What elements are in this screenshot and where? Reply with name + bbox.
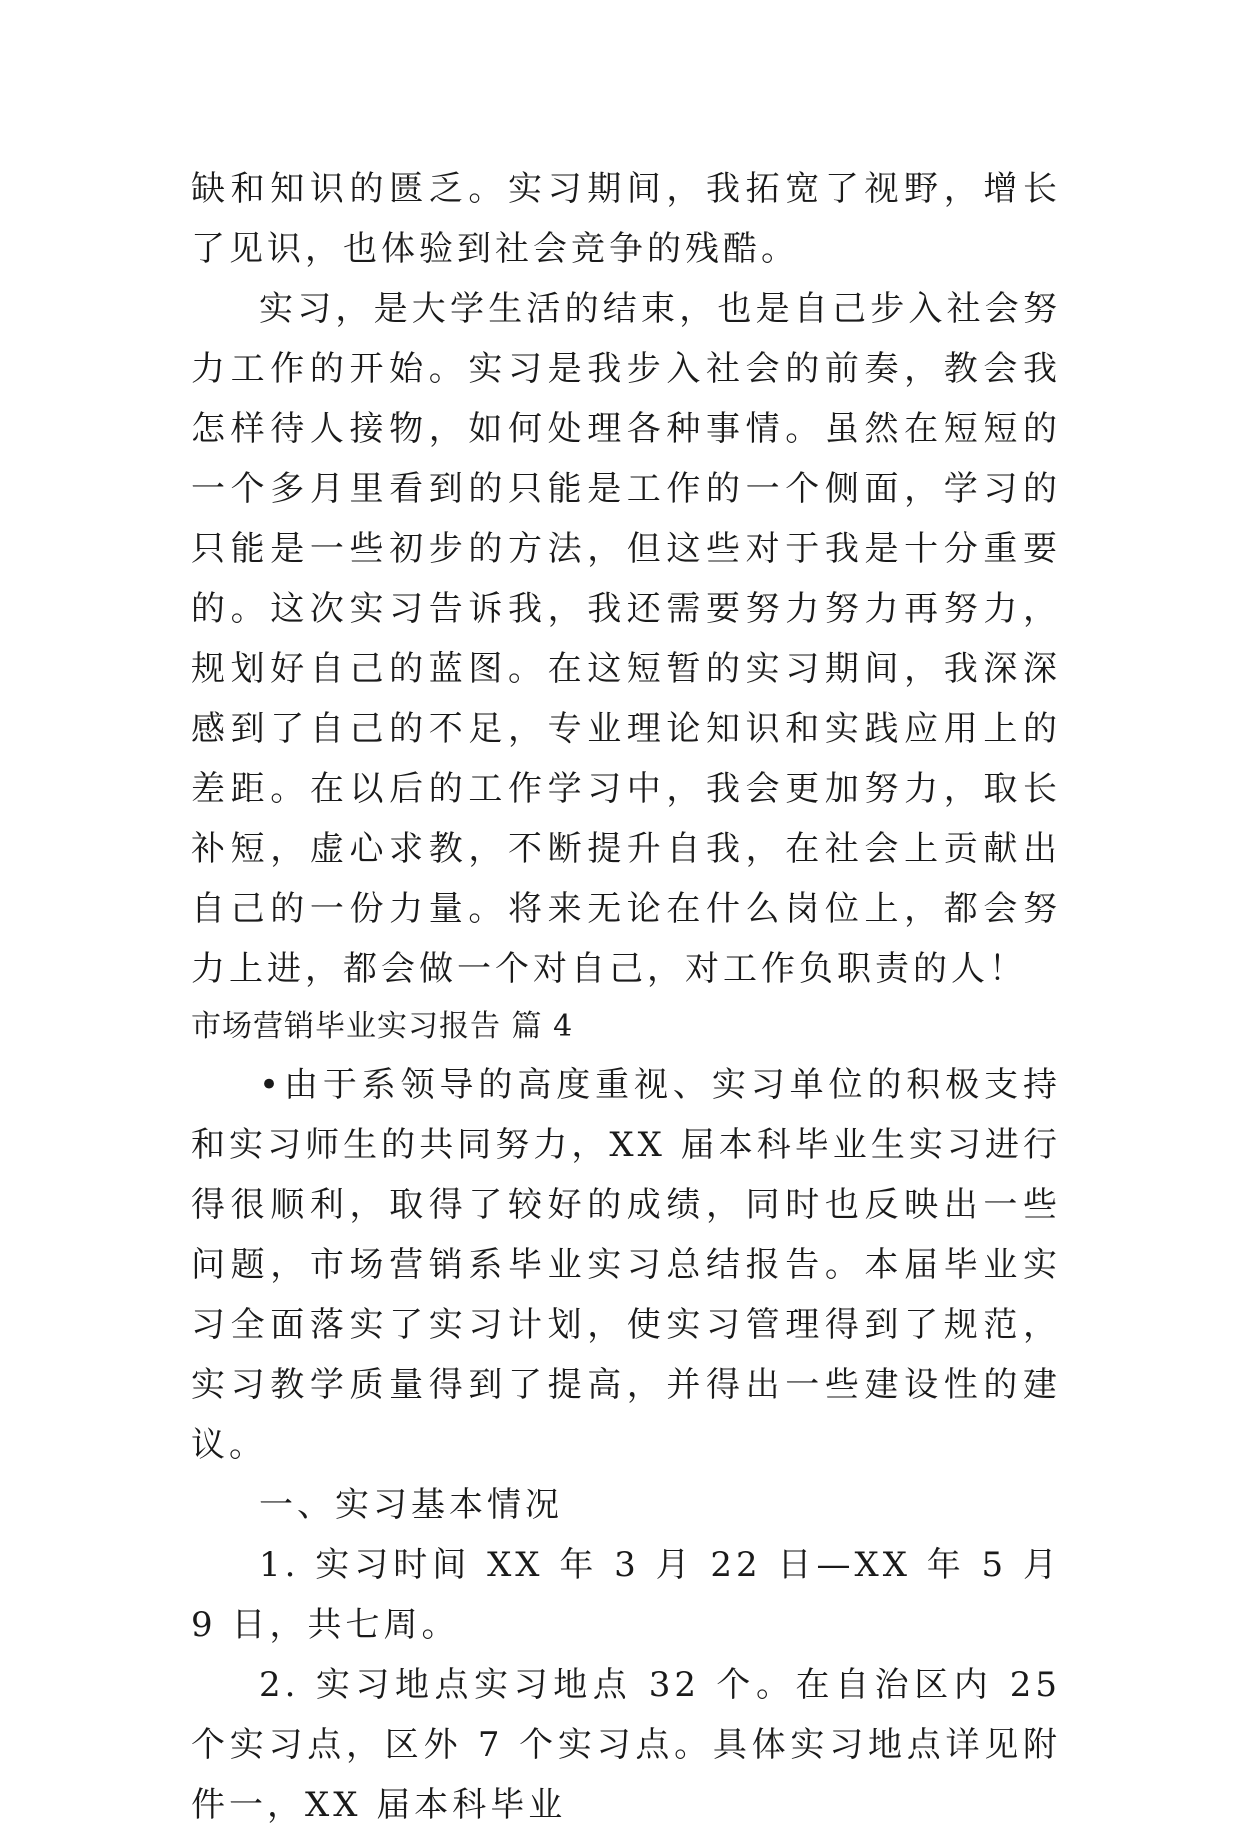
paragraph-internship-reflection: 实习，是大学生活的结束，也是自己步入社会努力工作的开始。实习是我步入社会的前奏，教会我怎样待人接物，如何处理各种事情。虽然在短短的一个多月里看到的只能是工作的一个侧面，学习的只能是一些初步的方法，但这些对于我是十分重要的。这次实习告诉我，我还需要努力努力再努力，规划好自己的蓝图。在这短暂的实习期间，我深深感到了自己的不足，专业理论知识和实践应用上的差距。在以后的工作学习中，我会更加努力，取长补短，虚心求教，不断提升自我，在社会上贡献出自己的一份力量。将来无论在什么岗位上，都会努力上进，都会做一个对自己，对工作负职责的人！ — [191, 289, 1061, 989]
subheading-basic-info: 一、实习基本情况 — [259, 1485, 563, 1525]
document-body — [191, 159, 1061, 1835]
paragraph-continuation: 缺和知识的匮乏。实习期间，我拓宽了视野，增长了见识，也体验到社会竞争的残酷。 — [191, 169, 1061, 269]
list-item-time: 1. 实习时间 XX 年 3 月 22 日—XX 年 5 月 9 日，共七周。 — [191, 1545, 1061, 1645]
section-heading: 市场营销毕业实习报告 篇 4 — [191, 1009, 574, 1044]
paragraph-report-intro: •由于系领导的高度重视、实习单位的积极支持和实习师生的共同努力，XX 届本科毕业生实习进行得很顺利，取得了较好的成绩，同时也反映出一些问题，市场营销系毕业实习总结报告。本届毕业实习全面落实了实习计划，使实习管理得到了规范，实习教学质量得到了提高，并得出一些建设性的建议。 — [191, 1065, 1061, 1465]
list-item-location: 2. 实习地点实习地点 32 个。在自治区内 25 个实习点，区外 7 个实习点。具体实习地点详见附件一，XX 届本科毕业 — [191, 1665, 1061, 1825]
